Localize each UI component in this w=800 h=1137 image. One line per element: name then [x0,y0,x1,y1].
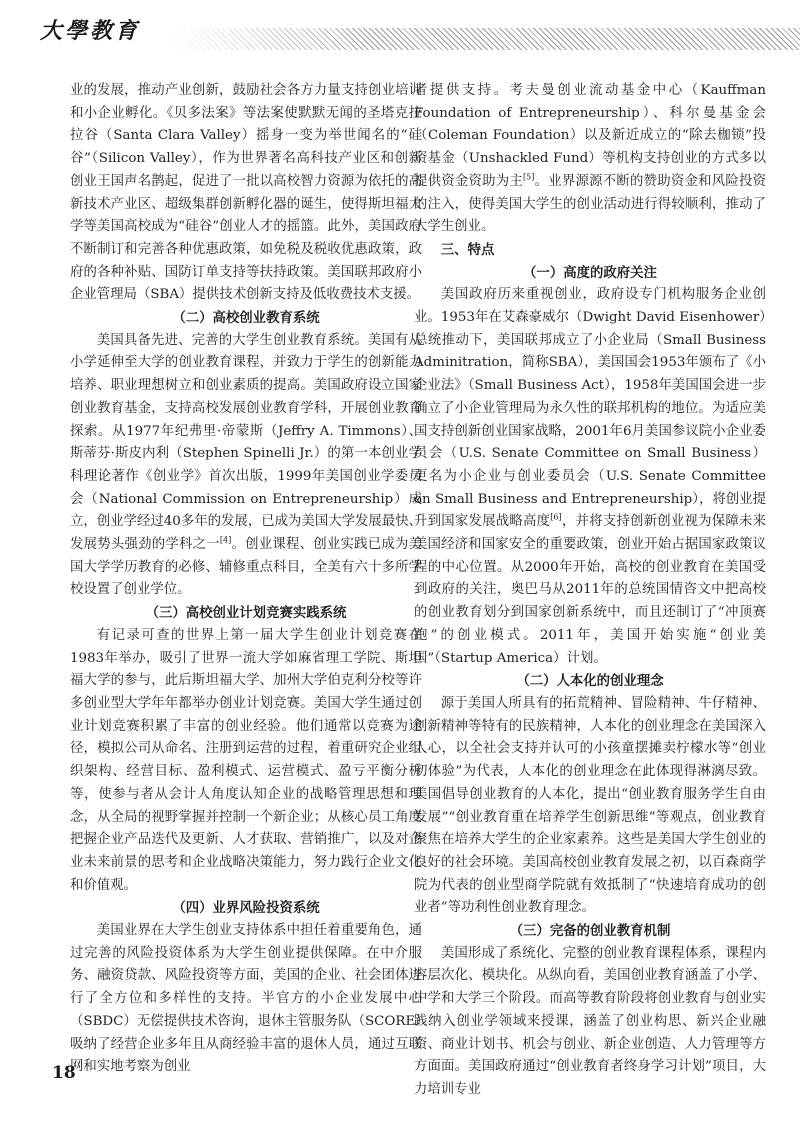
paragraph: 美国业界在大学生创业支持体系中担任着重要角色，通过完善的风险投资体系为大学生创业提供保障。在中介服务、融资贷款、风险投资等方面，美国的企业、社会团体进行了全方位和多样性的支持。半官方的小企业发展中心（SBDC）无偿提供技术咨询，退休主管服务队（SCORE）吸纳了经营企业多年且从商经验丰富的退休人员，通过互联网和实地考察为创业 [70,923,422,1075]
paragraph-text: 者提供支持。考夫曼创业流动基金中心（Kauffman Foundation of Entrepreneurship）、科尔曼基金会（Coleman Foundation）以及新近成立的“除去枷锁”投资基金（Unshackled Fund）等机构支持创业的方式多以提供资金资助为主 [414,83,766,189]
paragraph: 美国形成了系统化、完整的创业教育课程体系，课程内容层次化、模块化。从纵向看，美国创业教育涵盖了小学、中学和大学三个阶段。而高等教育阶段将创业教育与创业实践纳入创业学领域来授课，涵盖了创业构思、新兴企业融资、商业计划书、机会与创业、新企业创造、人力管理等方方面面。美国政府通过“创业教育者终身学习计划”项目，大力培训专业 [414,945,766,1097]
paragraph: 业的发展，推动产业创新，鼓励社会各方力量支持创业培训和小企业孵化。《贝多法案》等法案使默默无闻的圣塔克拉拉谷（Santa Clara Valley）摇身一变为举世闻名的“硅谷”（Silicon Valley），作为世界著名高科技产业区和创新创业王国声名鹊起，促进了一批以高校智力资源为依托的高新技术产业区、超级集群创新孵化器的诞生，使得斯坦福大学等美国高校成为“硅谷”创业人才的摇篮。此外，美国政府不断制订和完善各种优惠政策，如免税及税收优惠政策，政府的各种补贴、国防订单支持等扶持政策。美国联邦政府小企业管理局（SBA）提供技术创新支持及低收费技术支援。 [70,83,422,303]
paragraph-text: 。创业课程、创业实践已成为美国大学学历教育的必修、辅修重点科目，全美有六十多所学校设置了创业学位。 [70,537,423,598]
journal-logo: 大學教育 [40,18,141,44]
paragraph-text: 。业界源源不断的赞助资金和风险投资的注入，使得美国大学生的创业活动进行得较顺利，推动了大学生创业。 [414,173,767,235]
paragraph-text: 美国具备先进、完善的大学生创业教育系统。美国有从小学延伸至大学的创业教育课程，并致力于学生的创新能力培养、职业理想树立和创业素质的提高。美国政府设立国家创业教育基金，支持高校发展创业教育学科，开展创业教育探索。从1977年纪弗里·帝蒙斯（Jeffry A. Timmons）、斯蒂芬·斯皮内利（Stephen Spinelli Jr.）的第一本创业学科理论著作《创业学》首次出版，1999年美国创业学委员会（National Commission on Entrepreneurship）成立，创业学经过40多年的发展，已成为美国大学发展最快、发展势头强劲的学科之一 [70,332,422,553]
subsection-heading: （二）高校创业教育系统 [172,310,320,327]
subsection-heading: （三）高校创业计划竞赛实践系统 [145,605,347,622]
paragraph [414,284,766,670]
subsection-heading: （二）人本化的创业理念 [516,673,664,690]
subsection-heading: （三）完备的创业教育机制 [509,923,671,940]
paragraph [70,330,422,602]
subsection-heading: （一）高度的政府关注 [523,264,657,281]
paragraph: 有记录可查的世界上第一届大学生创业计划竞赛在1983年举办，吸引了世界一流大学如麻省理工学院、斯坦福大学的参与，此后斯坦福大学、加州大学伯克利分校等许多创业型大学年年都举办创业计划竞赛。美国大学生通过创业计划竞赛积累了丰富的创业经验。他们通常以竞赛为途径，模拟公司从命名、注册到运营的过程，着重研究企业组织架构、经营目标、盈利模式、运营模式、盈亏平衡分析等，使参与者从会计人角度认知企业的战略管理思想和理念，从全局的视野掌握并控制一个新企业；从核心员工角度把握企业产品迭代及更新、人才获取、营销推广，以及对企业未来前景的思考和企业战略决策能力，努力践行企业文化和价值观。 [70,627,422,893]
citation-ref: [4] [219,535,232,545]
subsection-heading: （四）业界风险投资系统 [172,900,320,917]
page-number: 18 [52,1063,76,1083]
page-header [0,0,800,72]
left-column [70,80,422,1079]
section-heading: 三、特点 [440,241,495,258]
citation-ref: [6] [550,512,562,522]
citation-ref: [5] [523,172,535,182]
paragraph [414,80,766,239]
header-hatch-fade [170,28,370,50]
paragraph: 源于美国人所具有的拓荒精神、冒险精神、牛仔精神、创新精神等特有的民族精神，人本化的创业理念在美国深入人心，以全社会支持并认可的小孩童摆摊卖柠檬水等“创业初体验”为代表，人本化的创业理念在此体现得淋漓尽致。美国倡导创业教育的人本化，提出“创业教育服务学生自由发展”“创业教育重在培养学生创新思维”等观点，创业教育聚焦在培养大学生的企业家素养。这些是美国大学生创业的良好的社会环境。美国高校创业教育发展之初，以百森商学院为代表的创业型商学院就有效抵制了“快速培育成功的创业者”等功利性创业教育理念。 [414,695,766,916]
right-column [414,80,766,1102]
paragraph-text: ，并将支持创新创业视为保障未来美国经济和国家安全的重要政策，创业开始占据国家政策议程的中心位置。从2000年开始，高校的创业教育在美国受到政府的关注，奥巴马从2011年的总统国情咨文中把高校的创业教育划分到国家创新系统中，而且还制订了“冲顶赛跑”的创业模式。2011年，美国开始实施“创业美国”（Startup America）计划。 [414,514,767,666]
paragraph-text: 美国政府历来重视创业，政府设专门机构服务企业创业。1953年在艾森豪威尔（Dwight David Eisenhower）总统推动下，美国联邦成立了小企业局（Small Business Adminitration，简称SBA），美国国会1953年颁布了《小企业法》（Small Business Act），1958年美国国会进一步确立了小企业管理局为永久性的联邦机构的地位。为适应美国支持创新创业国家战略，2001年6月美国参议院小企业委员会（U.S. Senate Committee on Small Business）更名为小企业与创业委员会（U.S. Senate Committee on Small Business and Entrepreneurship），将创业提升到国家发展战略高度 [414,287,766,530]
